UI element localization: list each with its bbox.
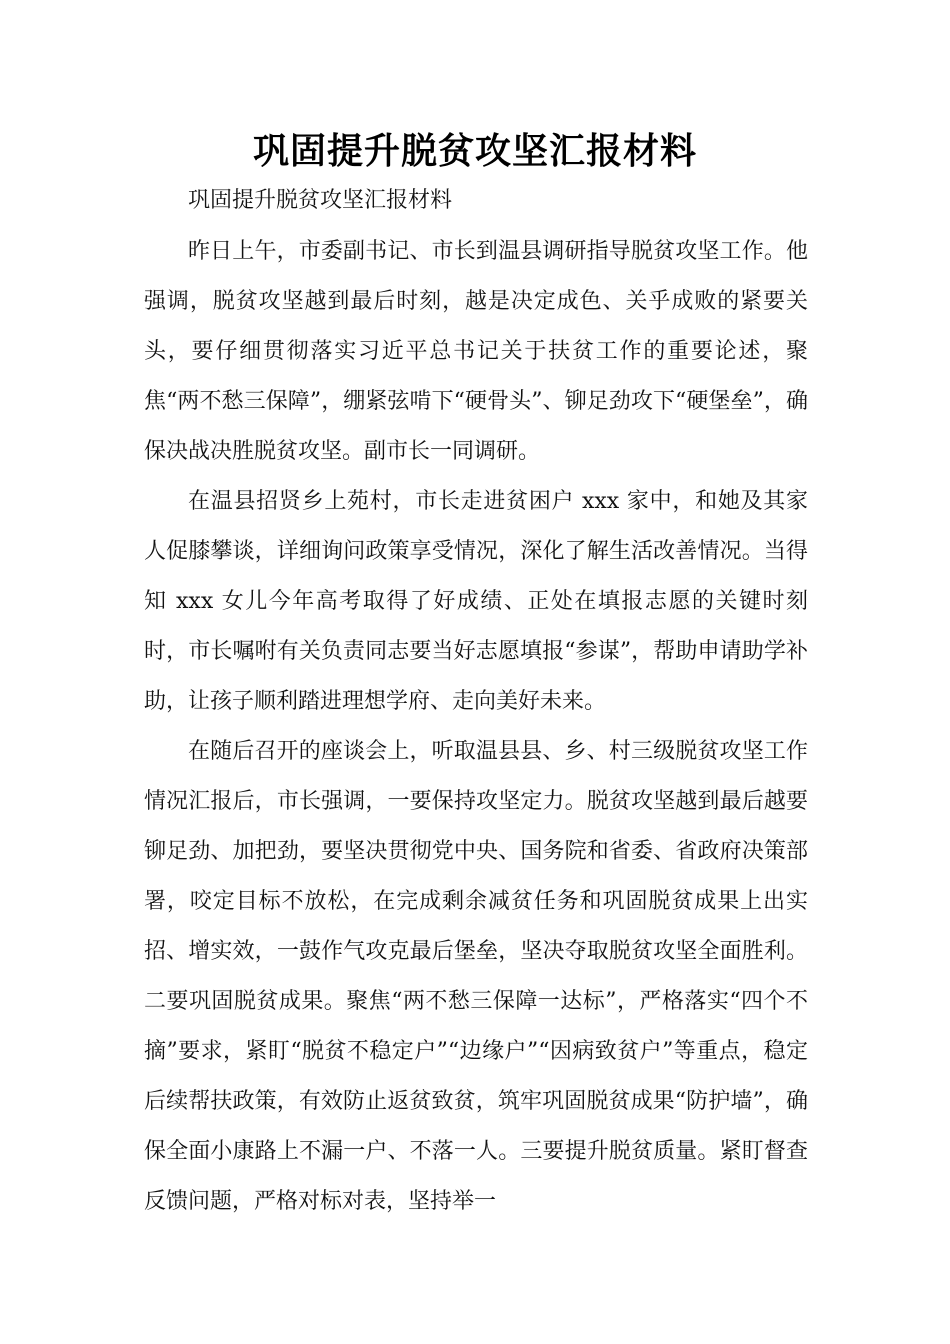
- paragraph-1: 昨日上午，市委副书记、市长到温县调研指导脱贫攻坚工作。他强调，脱贫攻坚越到最后时刻，越是决定成色、关乎成败的紧要关头，要仔细贯彻落实习近平总书记关于扶贫工作的重要论述，聚焦“两不愁三保障”，绷紧弦啃下“硬骨头”、铆足劲攻下“硬堡垒”，确保决战决胜脱贫攻坚。副市长一同调研。: [144, 239, 808, 464]
- document-body: [144, 227, 808, 1227]
- document-title: 巩固提升脱贫攻坚汇报材料: [252, 131, 697, 172]
- document-subtitle: 巩固提升脱贫攻坚汇报材料: [188, 188, 453, 213]
- paragraph-2: 在温县招贤乡上苑村，市长走进贫困户 xxx 家中，和她及其家人促膝攀谈，详细询问政策享受情况，深化了解生活改善情况。当得知 xxx 女儿今年高考取得了好成绩、正处在填报志愿的关键时刻时，市长嘱咐有关负责同志要当好志愿填报“参谋”，帮助申请助学补助，让孩子顺利踏进理想学府、走向美好未来。: [144, 489, 808, 714]
- paragraph-3: 在随后召开的座谈会上，听取温县县、乡、村三级脱贫攻坚工作情况汇报后，市长强调，一要保持攻坚定力。脱贫攻坚越到最后越要铆足劲、加把劲，要坚决贯彻党中央、国务院和省委、省政府决策部署，咬定目标不放松，在完成剩余减贫任务和巩固脱贫成果上出实招、增实效，一鼓作气攻克最后堡垒，坚决夺取脱贫攻坚全面胜利。二要巩固脱贫成果。聚焦“两不愁三保障一达标”，严格落实“四个不摘”要求，紧盯“脱贫不稳定户”“边缘户”“因病致贫户”等重点，稳定后续帮扶政策，有效防止返贫致贫，筑牢巩固脱贫成果“防护墙”，确保全面小康路上不漏一户、不落一人。三要提升脱贫质量。紧盯督查反馈问题，严格对标对表，坚持举一: [144, 739, 808, 1214]
